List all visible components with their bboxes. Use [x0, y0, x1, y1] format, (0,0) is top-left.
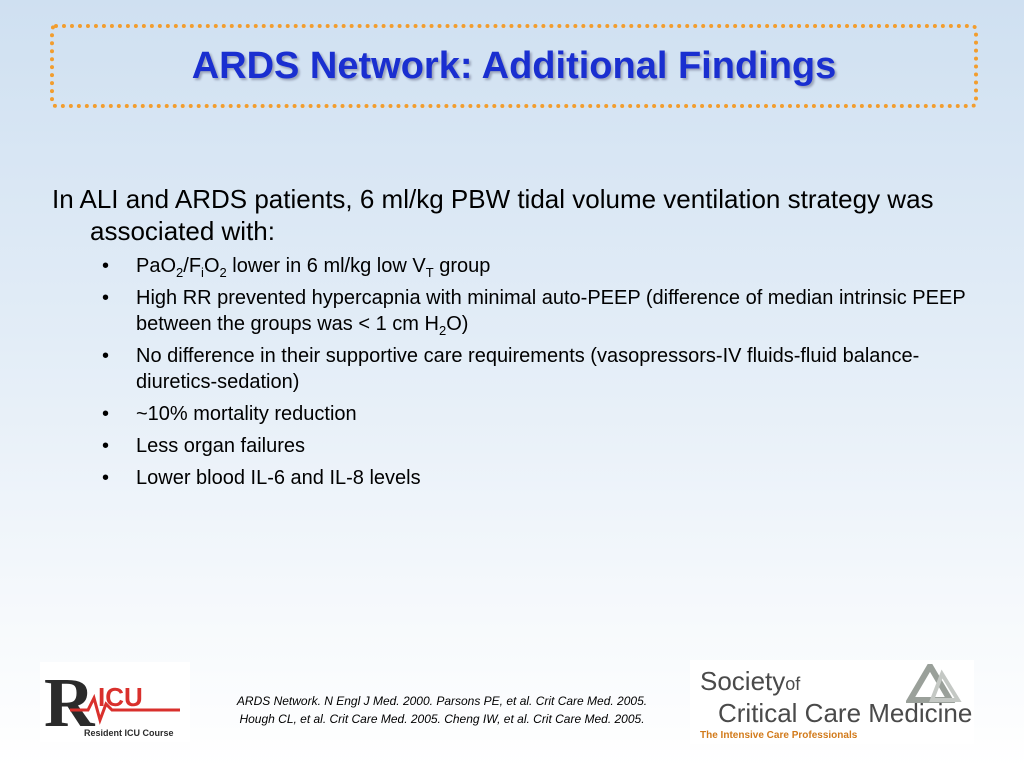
bullet-text-part: lower in 6 ml/kg low V: [226, 255, 426, 277]
ricu-mark: ICU: [98, 682, 143, 712]
subscript: T: [425, 265, 434, 280]
lead-paragraph: In ALI and ARDS patients, 6 ml/kg PBW tidal volume ventilation strategy was associated with:: [52, 184, 934, 246]
list-item: [102, 401, 972, 427]
bullet-text-part: /F: [183, 255, 202, 277]
sccm-tagline: The Intensive Care Professionals: [700, 730, 858, 741]
subscript: 2: [219, 265, 227, 280]
sccm-logo: [690, 660, 974, 744]
bullet-text: Less organ failures: [136, 435, 305, 457]
subscript: 2: [438, 323, 447, 338]
list-item: [102, 343, 972, 395]
bullet-text-part: High RR prevented hypercapnia with minimal auto-PEEP (difference of median intrinsic PEEP between the groups was < 1 cm H: [136, 287, 966, 335]
bullet-text-part: group: [433, 255, 491, 277]
reference-line: Hough CL, et al. Crit Care Med. 2005. Cheng IW, et al. Crit Care Med. 2005.: [239, 712, 645, 726]
bullet-icon: •: [102, 467, 110, 489]
reference-line: ARDS Network. N Engl J Med. 2000. Parsons PE, et al. Crit Care Med. 2005.: [236, 694, 648, 708]
slide-content: [52, 183, 972, 497]
sccm-triangle-icon: [906, 664, 966, 704]
title-box: [50, 24, 978, 108]
sccm-line2: Critical Care Medicine: [718, 698, 973, 728]
sccm-line1: [700, 666, 800, 697]
bullet-icon: •: [102, 403, 110, 425]
references: [192, 692, 692, 728]
bullet-text-part: O): [446, 313, 469, 335]
list-item: [102, 465, 972, 491]
sccm-society: Society: [700, 666, 786, 696]
bullet-list: [52, 253, 972, 491]
ricu-logo: [40, 662, 190, 742]
bullet-text-part: O: [203, 255, 220, 277]
bullet-icon: •: [102, 255, 110, 277]
bullet-text-part: PaO: [136, 255, 177, 277]
list-item: [102, 285, 972, 337]
sccm-of: of: [785, 674, 801, 694]
bullet-text: Lower blood IL-6 and IL-8 levels: [136, 467, 421, 489]
ricu-logo-icon: [40, 662, 190, 742]
bullet-icon: •: [102, 435, 110, 457]
ricu-letter: R: [44, 665, 95, 742]
slide-title: ARDS Network: Additional Findings: [191, 44, 837, 87]
ricu-caption: Resident ICU Course: [84, 728, 174, 738]
subscript: 2: [176, 265, 184, 280]
bullet-icon: •: [102, 287, 110, 309]
list-item: [102, 433, 972, 459]
bullet-text: ~10% mortality reduction: [136, 403, 357, 425]
list-item: [102, 253, 972, 279]
bullet-text: No difference in their supportive care requirements (vasopressors-IV fluids-fluid balance-diuretics-sedation): [136, 345, 920, 393]
subscript: i: [201, 265, 204, 280]
bullet-icon: •: [102, 345, 110, 367]
